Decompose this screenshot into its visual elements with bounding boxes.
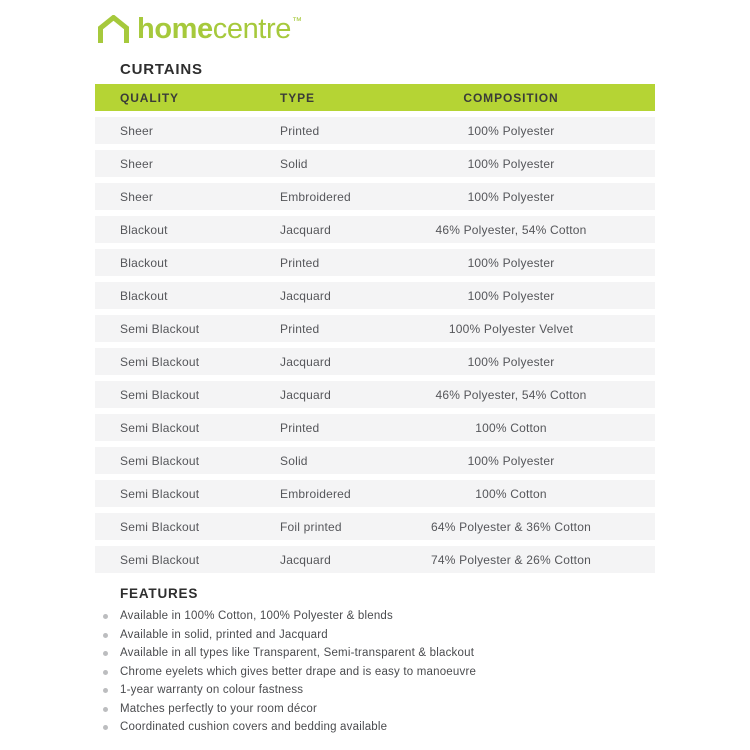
column-header-quality: QUALITY (120, 90, 179, 105)
feature-item (95, 667, 705, 679)
feature-item-text: Available in 100% Cotton, 100% Polyester & blends (120, 610, 393, 622)
page-title: CURTAINS (120, 61, 203, 78)
table-row (95, 117, 655, 144)
feature-item (95, 722, 705, 734)
cell-type: Jacquard (280, 552, 331, 567)
logo-text (137, 15, 302, 44)
cell-type: Printed (280, 123, 320, 138)
cell-composition: 100% Polyester (467, 354, 555, 369)
features-title: FEATURES (120, 586, 199, 601)
feature-item-text: Available in all types like Transparent, Semi-transparent & blackout (120, 647, 475, 659)
cell-quality: Semi Blackout (120, 552, 200, 567)
feature-item (95, 648, 705, 660)
cell-type: Jacquard (280, 222, 331, 237)
cell-quality: Semi Blackout (120, 420, 200, 435)
table-row (95, 447, 655, 474)
feature-item-text: Coordinated cushion covers and bedding available (120, 721, 388, 733)
feature-item (95, 611, 705, 623)
cell-composition: 100% Polyester (467, 189, 555, 204)
cell-composition: 46% Polyester, 54% Cotton (435, 222, 587, 237)
feature-item-text: Chrome eyelets which gives better drape and is easy to manoeuvre (120, 665, 477, 678)
feature-item (95, 685, 705, 697)
cell-type: Printed (280, 321, 320, 336)
table-row (95, 513, 655, 540)
bullet-icon (103, 725, 108, 730)
cell-composition: 100% Polyester (467, 156, 555, 171)
table-row (95, 348, 655, 375)
cell-composition: 100% Polyester Velvet (448, 321, 574, 336)
column-header-type: TYPE (280, 90, 315, 105)
cell-quality: Sheer (120, 189, 154, 204)
cell-type: Embroidered (280, 189, 351, 204)
cell-quality: Semi Blackout (120, 453, 200, 468)
cell-composition: 100% Cotton (475, 420, 547, 435)
cell-type: Foil printed (280, 519, 342, 534)
logo-text-home: home (137, 13, 213, 45)
cell-composition: 64% Polyester & 36% Cotton (431, 519, 591, 534)
cell-type: Embroidered (280, 486, 351, 501)
table-header-row (95, 84, 655, 111)
house-icon (97, 15, 130, 44)
cell-quality: Semi Blackout (120, 486, 200, 501)
cell-quality: Blackout (120, 255, 168, 270)
cell-composition: 74% Polyester & 26% Cotton (431, 552, 591, 567)
cell-quality: Semi Blackout (120, 354, 200, 369)
cell-type: Solid (280, 453, 308, 468)
bullet-icon (103, 633, 108, 638)
table-row (95, 249, 655, 276)
table-row (95, 216, 655, 243)
cell-composition: 100% Polyester (467, 288, 555, 303)
cell-quality: Sheer (120, 123, 154, 138)
table-row (95, 546, 655, 573)
table-row (95, 282, 655, 309)
homecentre-logo (97, 15, 302, 44)
bullet-icon (103, 688, 108, 693)
feature-item (95, 704, 705, 716)
column-header-composition: COMPOSITION (463, 90, 559, 105)
curtains-table (95, 84, 655, 579)
logo-text-centre: centre (212, 13, 291, 45)
features-section (95, 586, 705, 741)
cell-type: Printed (280, 420, 320, 435)
bullet-icon (103, 670, 108, 675)
cell-quality: Blackout (120, 288, 168, 303)
cell-quality: Blackout (120, 222, 168, 237)
table-row (95, 315, 655, 342)
trademark-symbol: ™ (291, 16, 302, 27)
features-list (95, 611, 705, 734)
cell-composition: 100% Polyester (467, 123, 555, 138)
table-row (95, 381, 655, 408)
cell-quality: Sheer (120, 156, 154, 171)
feature-item-text: Matches perfectly to your room décor (120, 702, 318, 715)
table-row (95, 150, 655, 177)
cell-type: Printed (280, 255, 320, 270)
cell-composition: 100% Polyester (467, 255, 555, 270)
cell-quality: Semi Blackout (120, 387, 200, 402)
table-row (95, 183, 655, 210)
feature-item-text: Available in solid, printed and Jacquard (120, 628, 328, 641)
feature-item-text: 1-year warranty on colour fastness (120, 684, 304, 696)
cell-type: Jacquard (280, 387, 331, 402)
bullet-icon (103, 614, 108, 619)
table-row (95, 414, 655, 441)
cell-type: Jacquard (280, 288, 331, 303)
cell-composition: 100% Cotton (475, 486, 547, 501)
cell-composition: 46% Polyester, 54% Cotton (435, 387, 587, 402)
cell-composition: 100% Polyester (467, 453, 555, 468)
bullet-icon (103, 707, 108, 712)
cell-quality: Semi Blackout (120, 519, 200, 534)
table-row (95, 480, 655, 507)
feature-item (95, 630, 705, 642)
cell-type: Jacquard (280, 354, 331, 369)
bullet-icon (103, 651, 108, 656)
cell-quality: Semi Blackout (120, 321, 200, 336)
cell-type: Solid (280, 156, 308, 171)
